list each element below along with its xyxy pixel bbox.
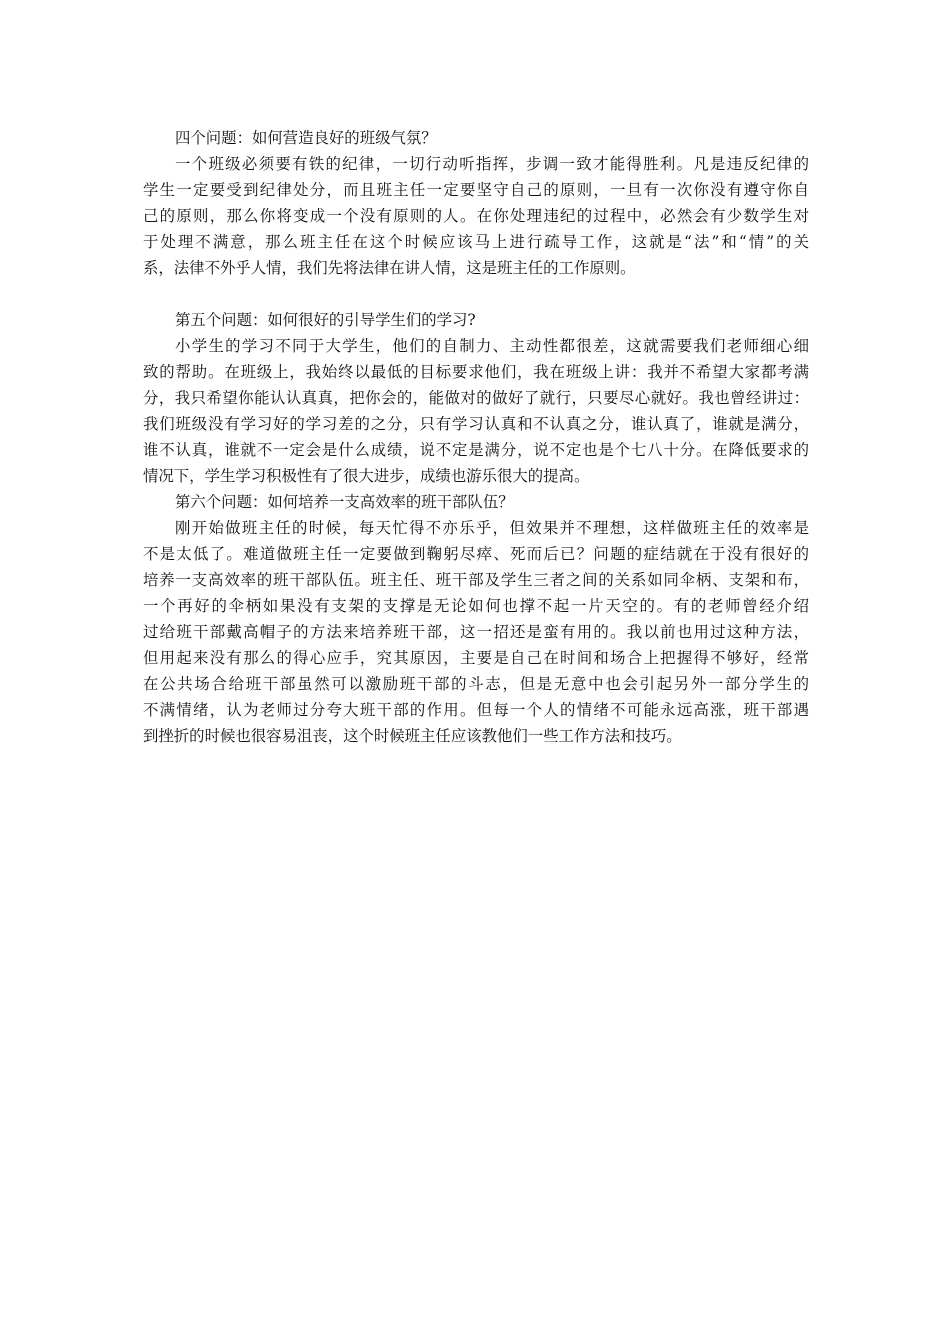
section-5 — [143, 307, 809, 489]
section-4-line-3: 己的原则，那么你将变成一个没有原则的人。在你处理违纪的过程中，必然会有少数学生对 — [143, 207, 809, 225]
section-6-line-4: 一个再好的伞柄如果没有支架的支撑是无论如何也撑不起一片天空的。有的老师曾经介绍 — [143, 597, 809, 615]
section-6-line-7: 在公共场合给班干部虽然可以激励班干部的斗志，但是无意中也会引起另外一部分学生的 — [143, 675, 809, 693]
section-5-line-4: 我们班级没有学习好的学习差的之分，只有学习认真和不认真之分，谁认真了，谁就是满分， — [143, 415, 809, 433]
section-6-line-6: 但用起来没有那么的得心应手，究其原因，主要是自己在时间和场合上把握得不够好，经常 — [143, 649, 809, 667]
section-6-line-3: 培养一支高效率的班干部队伍。班主任、班干部及学生三者之间的关系如同伞柄、支架和布， — [143, 571, 809, 589]
section-5-heading: 第五个问题：如何很好的引导学生们的学习? — [175, 311, 476, 329]
section-5-line-6: 情况下，学生学习积极性有了很大进步，成绩也游乐很大的提高。 — [143, 467, 590, 485]
section-6-line-9: 到挫折的时候也很容易沮丧，这个时候班主任应该教他们一些工作方法和技巧。 — [143, 727, 682, 745]
section-5-line-5: 谁不认真，谁就不一定会是什么成绩，说不定是满分，说不定也是个七八十分。在降低要求的 — [143, 441, 809, 459]
section-4-heading: 四个问题：如何营造良好的班级气氛？ — [175, 129, 437, 147]
section-6-line-5: 过给班干部戴高帽子的方法来培养班干部，这一招还是蛮有用的。我以前也用过这种方法， — [143, 623, 809, 641]
section-5-line-2: 致的帮助。在班级上，我始终以最低的目标要求他们，我在班级上讲：我并不希望大家都考满 — [143, 363, 809, 381]
section-4 — [143, 125, 809, 281]
section-6-line-1: 刚开始做班主任的时候，每天忙得不亦乐乎，但效果并不理想，这样做班主任的效率是 — [175, 519, 809, 537]
section-4-line-1: 一个班级必须要有铁的纪律，一切行动听指挥，步调一致才能得胜利。凡是违反纪律的 — [175, 155, 809, 173]
section-4-line-5: 系，法律不外乎人情，我们先将法律在讲人情，这是班主任的工作原则。 — [143, 259, 636, 277]
section-6 — [143, 489, 809, 749]
section-5-line-3: 分，我只希望你能认认真真，把你会的，能做对的做好了就行，只要尽心就好。我也曾经讲过： — [143, 389, 809, 407]
section-6-heading: 第六个问题：如何培养一支高效率的班干部队伍？ — [175, 493, 514, 511]
section-4-line-4: 于处理不满意，那么班主任在这个时候应该马上进行疏导工作，这就是“法”和“情”的关 — [143, 233, 809, 251]
section-6-line-2: 不是太低了。难道做班主任一定要做到鞠躬尽瘁、死而后已？问题的症结就在于没有很好的 — [143, 545, 809, 563]
section-6-line-8: 不满情绪，认为老师过分夸大班干部的作用。但每一个人的情绪不可能永远高涨，班干部遇 — [143, 701, 809, 719]
section-5-line-1: 小学生的学习不同于大学生，他们的自制力、主动性都很差，这就需要我们老师细心细 — [175, 337, 809, 355]
paragraph-gap — [143, 281, 809, 307]
section-4-line-2: 学生一定要受到纪律处分，而且班主任一定要坚守自己的原则，一旦有一次你没有遵守你自 — [143, 181, 809, 199]
document-page — [143, 125, 809, 749]
